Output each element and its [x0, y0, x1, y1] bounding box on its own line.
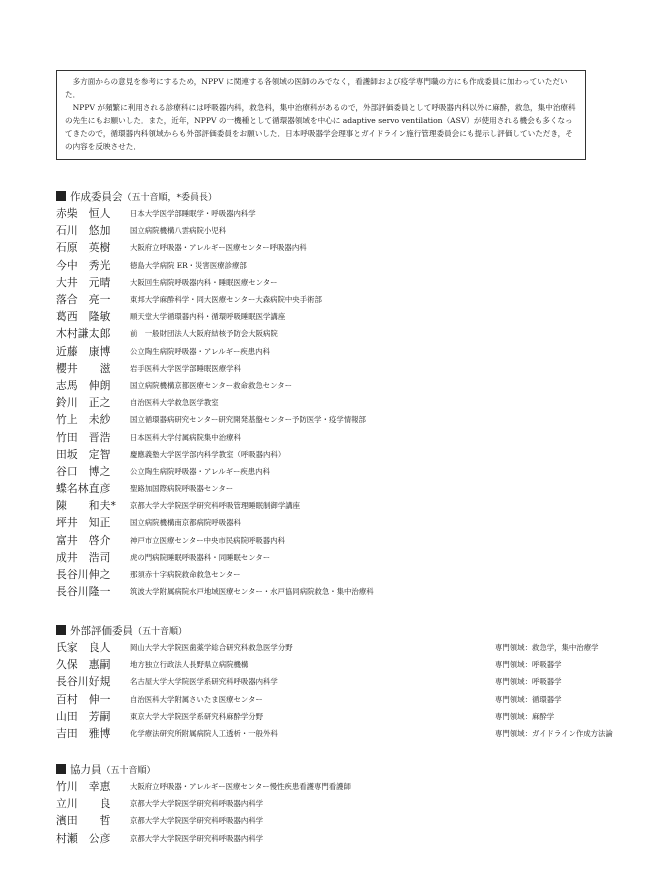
- member-specialty: 専門領域：救急学，集中治療学: [495, 643, 599, 653]
- member-affiliation: 筑波大学附属病院水戸地域医療センター・水戸協同病院救急・集中治療科: [130, 587, 374, 597]
- member-affiliation: 自治医科大学救急医学教室: [130, 398, 219, 408]
- member-affiliation: 日本医科大学付属病院集中治療科: [130, 432, 241, 442]
- member-row: [56, 360, 616, 377]
- member-affiliation: 公立陶生病院呼吸器・アレルギー疾患内科: [130, 466, 270, 476]
- member-affiliation: 順天堂大学循環器内科・循環呼吸睡眠医学講座: [130, 312, 286, 322]
- member-row: [56, 291, 616, 308]
- member-affiliation: 大阪回生病院呼吸器内科・睡眠医療センター: [130, 277, 278, 287]
- member-name: 竹川 幸恵: [56, 780, 111, 794]
- member-name: 成井 浩司: [56, 550, 111, 564]
- cooperators-section: [56, 762, 616, 847]
- member-row: [56, 514, 616, 531]
- member-row: [56, 639, 616, 656]
- member-specialty: 専門領域：麻酔学: [495, 711, 555, 721]
- member-row: [56, 411, 616, 428]
- intro-paragraph: NPPV が頻繁に利用される診療科には呼吸器内科，救急科，集中治療科があるので，外部評価委員として呼吸器内科以外に麻酔，救急，集中治療科の先生にもお願いした．また，近年，NPPV の一機種として循環器領域を中心に adaptive servo ventilation（ASV）が使用される機会も多くなってきたので，循環器内科領域からも外部評価委員をお願いした．日本呼吸器学会理事とガイドライン施行管理委員会にも提示し評価していただき，その内容を反映させた．: [65, 102, 576, 151]
- member-affiliation: 那須赤十字病院救命救急センター: [130, 570, 241, 580]
- member-name: 谷口 博之: [56, 464, 111, 478]
- member-row: [56, 205, 616, 222]
- member-name: 氏家 良人: [56, 641, 111, 655]
- member-name: 石原 英樹: [56, 241, 111, 255]
- cooperators-note: （五十音順）: [101, 766, 156, 776]
- member-row: [56, 377, 616, 394]
- member-name: 久保 惠嗣: [56, 658, 111, 672]
- member-row: [56, 830, 616, 847]
- member-name: 石川 悠加: [56, 224, 111, 238]
- member-row: [56, 239, 616, 256]
- member-row: [56, 549, 616, 566]
- member-name: 赤柴 恒人: [56, 207, 111, 221]
- external-heading: [56, 623, 616, 639]
- member-row: [56, 480, 616, 497]
- member-row: [56, 257, 616, 274]
- external-note: （五十音順）: [133, 627, 188, 637]
- member-row: [56, 656, 616, 673]
- member-name: 濱田 哲: [56, 814, 111, 828]
- member-affiliation: 国立循環器病研究センター研究開発基盤センター予防医学・疫学情報部: [130, 415, 366, 425]
- member-name: 志馬 伸朗: [56, 378, 111, 392]
- member-row: [56, 708, 616, 725]
- member-specialty: 専門領域：ガイドライン作成方法論: [495, 729, 613, 739]
- member-affiliation: 大阪府立呼吸器・アレルギー医療センター慢性疾患看護専門看護師: [130, 782, 351, 792]
- committee-note: （五十音順，*委員長）: [122, 193, 218, 203]
- member-name: 大井 元晴: [56, 275, 111, 289]
- square-bullet-icon: [56, 764, 66, 774]
- member-affiliation: 東邦大学麻酔科学・同大医療センター大森病院中央手術部: [130, 295, 322, 305]
- member-name: 富井 啓介: [56, 533, 111, 547]
- member-affiliation: 京都大学大学院医学研究科呼吸管理睡眠制御学講座: [130, 501, 300, 511]
- member-affiliation: 国立病院機構南京都病院呼吸器科: [130, 518, 241, 528]
- member-name: 陳 和夫*: [56, 499, 116, 513]
- member-row: [56, 497, 616, 514]
- member-specialty: 専門領域：呼吸器学: [495, 677, 562, 687]
- member-name: 葛西 隆敏: [56, 310, 111, 324]
- member-row: [56, 394, 616, 411]
- cooperators-list: [56, 778, 616, 847]
- member-row: [56, 725, 616, 742]
- member-name: 山田 芳嗣: [56, 709, 111, 723]
- member-row: [56, 583, 616, 600]
- member-specialty: 専門領域：呼吸器学: [495, 660, 562, 670]
- member-affiliation: 名古屋大学大学院医学系研究科呼吸器内科学: [130, 677, 278, 687]
- member-affiliation: 公立陶生病院呼吸器・アレルギー疾患内科: [130, 346, 270, 356]
- member-name: 坪井 知正: [56, 516, 111, 530]
- member-name: 長谷川伸之: [56, 568, 111, 582]
- member-specialty: 専門領域：循環器学: [495, 694, 562, 704]
- cooperators-title: 協力員: [70, 764, 102, 776]
- member-affiliation: 聖路加国際病院呼吸器センター: [130, 484, 234, 494]
- member-affiliation: 地方独立行政法人長野県立病院機構: [130, 660, 249, 670]
- member-affiliation: 国立病院機構八雲病院小児科: [130, 226, 227, 236]
- member-affiliation: 岡山大学大学院医歯薬学総合研究科救急医学分野: [130, 643, 293, 653]
- member-affiliation: 岩手医科大学医学部睡眠医療学科: [130, 363, 241, 373]
- member-name: 立川 良: [56, 797, 111, 811]
- member-name: 長谷川隆一: [56, 585, 111, 599]
- member-affiliation: 前 一般財団法人大阪府結核予防会大阪病院: [130, 329, 278, 339]
- member-name: 櫻井 滋: [56, 361, 111, 375]
- member-affiliation: 京都大学大学院医学研究科呼吸器内科学: [130, 799, 264, 809]
- member-affiliation: 虎の門病院睡眠呼吸器科・同睡眠センター: [130, 552, 271, 562]
- member-row: [56, 795, 616, 812]
- member-row: [56, 308, 616, 325]
- square-bullet-icon: [56, 625, 66, 635]
- committee-title: 作成委員会: [70, 191, 123, 203]
- committee-heading: [56, 189, 616, 205]
- intro-box: [56, 70, 586, 160]
- member-name: 落合 亮一: [56, 293, 111, 307]
- member-affiliation: 化学療法研究所附属病院人工透析・一般外科: [130, 729, 278, 739]
- member-name: 今中 秀光: [56, 258, 111, 272]
- square-bullet-icon: [56, 191, 66, 201]
- external-list: [56, 639, 616, 742]
- member-name: 百村 伸一: [56, 692, 111, 706]
- member-row: [56, 343, 616, 360]
- cooperators-heading: [56, 762, 616, 778]
- member-row: [56, 812, 616, 829]
- member-row: [56, 446, 616, 463]
- member-row: [56, 222, 616, 239]
- intro-paragraph: 多方面からの意見を参考にするため，NPPV に関連する各領域の医師のみでなく，看護師および疫学専門職の方にも作成委員に加わっていただいた．: [65, 77, 568, 99]
- member-name: 蝶名林直彦: [56, 482, 111, 496]
- member-name: 竹上 未紗: [56, 413, 111, 427]
- member-name: 吉田 雅博: [56, 727, 111, 741]
- member-row: [56, 778, 616, 795]
- member-affiliation: 東京大学大学院医学系研究科麻酔学分野: [130, 711, 264, 721]
- member-affiliation: 国立病院機構京都医療センター救命救急センター: [130, 380, 293, 390]
- member-row: [56, 532, 616, 549]
- member-affiliation: 京都大学大学院医学研究科呼吸器内科学: [130, 833, 264, 843]
- member-name: 長谷川好規: [56, 675, 111, 689]
- member-affiliation: 京都大学大学院医学研究科呼吸器内科学: [130, 816, 264, 826]
- member-name: 竹田 晋浩: [56, 430, 111, 444]
- member-row: [56, 274, 616, 291]
- member-row: [56, 566, 616, 583]
- committee-list: [56, 205, 616, 600]
- member-affiliation: 神戸市立医療センター中央市民病院呼吸器内科: [130, 535, 285, 545]
- member-row: [56, 428, 616, 445]
- member-name: 木村謙太郎: [56, 327, 111, 341]
- member-row: [56, 691, 616, 708]
- member-name: 田坂 定智: [56, 447, 111, 461]
- external-title: 外部評価委員: [70, 625, 133, 637]
- member-row: [56, 463, 616, 480]
- member-row: [56, 325, 616, 342]
- committee-section: [56, 189, 616, 600]
- member-affiliation: 大阪府立呼吸器・アレルギー医療センター呼吸器内科: [130, 243, 307, 253]
- member-affiliation: 徳島大学病院 ER・災害医療診療部: [130, 260, 247, 270]
- member-name: 鈴川 正之: [56, 396, 111, 410]
- member-name: 近藤 康博: [56, 344, 111, 358]
- member-affiliation: 日本大学医学部睡眠学・呼吸器内科学: [130, 209, 256, 219]
- member-row: [56, 673, 616, 690]
- member-affiliation: 慶應義塾大学医学部内科学教室（呼吸器内科）: [130, 449, 286, 459]
- external-section: [56, 623, 616, 742]
- member-name: 村瀬 公彦: [56, 831, 111, 845]
- member-affiliation: 自治医科大学附属さいたま医療センター: [130, 694, 263, 704]
